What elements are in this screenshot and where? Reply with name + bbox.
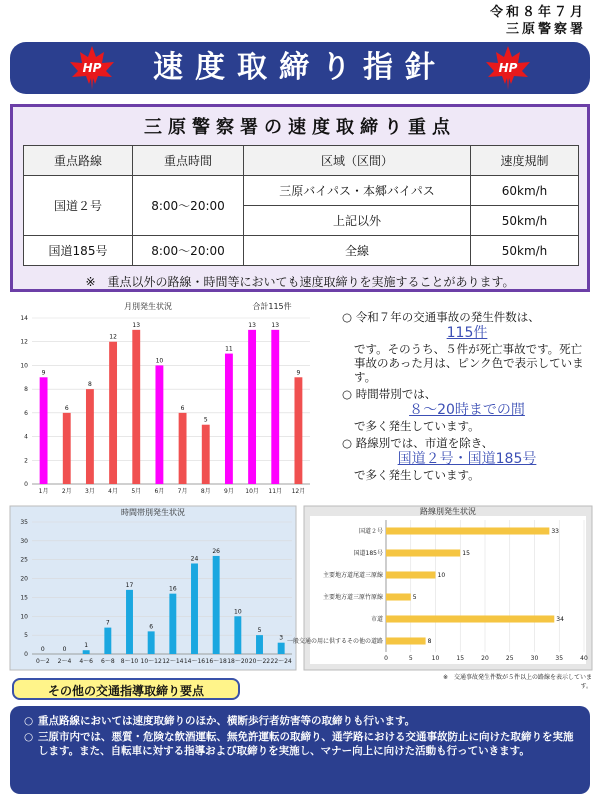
y-tick-label: 10 (20, 362, 28, 370)
data-label: 5 (412, 594, 417, 601)
y-tick-label: 10 (20, 613, 28, 621)
focus-note: ※ 重点以外の路線・時間等においても速度取締りを実施することがあります。 (85, 275, 515, 289)
x-tick-label: 40 (580, 655, 588, 662)
bar (191, 563, 198, 654)
x-tick-label: 5月 (131, 488, 142, 495)
x-tick-label: 10月 (245, 488, 259, 495)
data-label: 10 (437, 572, 446, 579)
bar (386, 637, 426, 644)
bar (148, 631, 155, 654)
x-tick-label: 1月 (38, 488, 49, 495)
bar (386, 571, 436, 578)
area-cell: 上記以外 (244, 206, 471, 236)
logo-text: HP (82, 61, 102, 75)
data-label: 6 (149, 623, 154, 631)
data-label: 13 (132, 321, 141, 329)
bar (40, 377, 48, 484)
data-label: 13 (248, 321, 256, 329)
monthly-accident-chart (8, 300, 316, 500)
summary-text: です。そのうち、５件が死亡事故です。死亡事故のあった月は、ピンク色で表示しています。 (354, 342, 584, 384)
bar (155, 365, 163, 484)
bullet-icon: ○ (24, 715, 34, 727)
bar (126, 590, 133, 654)
x-tick-label: 0～2 (36, 658, 50, 665)
data-label: 9 (41, 369, 46, 377)
y-tick-label: 25 (20, 556, 28, 564)
x-tick-label: 16～18 (205, 658, 227, 665)
summary-text: 時間帯別では、 (355, 387, 437, 401)
summary-emphasis: ８～20時までの間 (409, 402, 525, 418)
limit-cell: 50km/h (471, 206, 579, 236)
x-tick-label: 30 (530, 655, 539, 662)
bar (169, 594, 176, 654)
y-tick-label: 20 (20, 575, 28, 583)
data-label: 24 (190, 555, 199, 563)
chart-title: 路線別発生状況 (420, 507, 476, 516)
x-tick-label: 14～16 (183, 658, 206, 665)
x-tick-label: 10 (431, 655, 440, 662)
bar (213, 556, 220, 654)
x-tick-label: 6～8 (101, 658, 115, 665)
y-tick-label: 30 (20, 537, 28, 545)
column-header: 区域（区間） (244, 146, 471, 176)
page-title: 速度取締り指針 (153, 50, 447, 85)
bar (132, 330, 140, 484)
data-label: 15 (462, 550, 470, 557)
data-label: 0 (62, 646, 67, 653)
summary-emphasis: 115件 (446, 325, 488, 341)
data-label: 11 (225, 345, 233, 353)
data-label: 5 (257, 627, 262, 635)
data-label: 3 (279, 634, 284, 642)
limit-cell: 60km/h (471, 176, 579, 206)
y-tick-label: 市道 (370, 616, 383, 623)
title-banner (10, 42, 590, 94)
x-tick-label: 2月 (61, 488, 72, 495)
bar (256, 635, 263, 654)
x-tick-label: 20 (481, 655, 489, 662)
data-label: 12 (109, 333, 117, 341)
bar (234, 616, 241, 654)
bar (104, 628, 111, 654)
maple-leaf-icon (484, 44, 532, 92)
y-tick-label: 5 (24, 632, 28, 640)
x-tick-label: 8～10 (120, 658, 139, 665)
data-label: 34 (556, 616, 564, 623)
x-tick-label: 20～22 (248, 658, 271, 665)
data-label: 6 (180, 404, 185, 412)
x-tick-label: 0 (384, 655, 388, 662)
other-enforcement-label: その他の交通指導取締り要点 (12, 678, 240, 700)
x-tick-label: 15 (456, 655, 465, 662)
x-tick-label: 9月 (224, 488, 234, 495)
bar (225, 354, 233, 484)
document-date-block (476, 4, 586, 38)
y-tick-label: 0 (24, 651, 28, 658)
enforcement-point-text: 三原市内では、悪質・危険な飲酒運転、無免許運転の取締り、通学路における交通事故防止に向けた取締りを実施します。また、自転車に対する指導および取締りを実施し、マナー向上に向けた活動も行っていきます。 (38, 731, 574, 757)
bar (109, 342, 117, 484)
time-of-day-accident-chart (10, 506, 296, 670)
data-label: 1 (84, 642, 89, 650)
y-tick-label: 35 (20, 519, 28, 526)
x-tick-label: 5 (408, 655, 413, 662)
route-cell: 国道２号 (24, 176, 133, 236)
data-label: 17 (125, 581, 134, 589)
x-tick-label: 3月 (85, 488, 95, 495)
x-tick-label: 2～4 (57, 658, 72, 665)
area-cell: 全線 (244, 236, 471, 266)
summary-item-time (342, 387, 592, 433)
x-tick-label: 22～24 (270, 658, 292, 665)
data-label: 10 (155, 357, 164, 365)
y-tick-label: 主要地方道尾道三原線 (322, 572, 383, 579)
summary-text: で多く発生しています。 (354, 419, 480, 433)
table-row (24, 236, 579, 266)
y-tick-label: 国道２号 (358, 528, 383, 535)
column-header: 重点時間 (133, 146, 244, 176)
x-tick-label: 25 (505, 655, 514, 662)
y-tick-label: 0 (24, 481, 28, 488)
bar (202, 425, 210, 484)
route-chart-note: ※ 交通事故発生件数が５件以上の路線を表示しています。 (442, 674, 592, 690)
bar (86, 389, 94, 484)
x-tick-label: 11月 (268, 488, 283, 495)
data-label: 13 (271, 321, 280, 329)
data-label: 5 (203, 416, 208, 424)
bullet-icon: ○ (24, 731, 34, 743)
x-tick-label: 4～6 (79, 658, 93, 665)
bar (83, 650, 90, 654)
y-tick-label: 8 (24, 386, 28, 394)
bar (386, 549, 460, 556)
summary-item-total (342, 310, 592, 384)
issuer-name: 三原警察署 (505, 22, 586, 37)
x-tick-label: 7月 (177, 488, 188, 495)
data-label: 8 (88, 381, 92, 389)
document-date: 令和８年７月 (489, 5, 586, 20)
chart-title: 時間帯別発生状況 (121, 508, 185, 517)
table-header-row (24, 146, 579, 176)
column-header: 速度規制 (471, 146, 579, 176)
other-enforcement-panel (10, 706, 590, 794)
limit-cell: 50km/h (471, 236, 579, 266)
logo-text: HP (498, 61, 518, 75)
y-tick-label: 6 (24, 409, 28, 417)
summary-text: 路線別では、市道を除き、 (355, 436, 494, 450)
y-tick-label: 4 (24, 433, 28, 441)
bullet-icon: ○ (342, 436, 353, 450)
accident-summary (342, 310, 592, 485)
time-cell: 8:00～20:00 (133, 176, 244, 236)
data-label: 33 (551, 528, 559, 535)
focus-panel-title: 三原警察署の速度取締り重点 (144, 117, 456, 138)
summary-text: で多く発生しています。 (354, 468, 480, 482)
chart-title: 月別発生状況 (124, 302, 172, 311)
y-tick-label: 15 (20, 594, 28, 602)
bar (278, 643, 285, 654)
y-tick-label: 国道185号 (353, 550, 383, 557)
bar (386, 593, 411, 600)
bar (179, 413, 187, 484)
x-tick-label: 12月 (291, 488, 306, 495)
x-tick-label: 4月 (108, 488, 118, 495)
bullet-icon: ○ (342, 387, 353, 401)
y-tick-label: 12 (20, 338, 28, 346)
x-tick-label: 6月 (154, 488, 165, 495)
list-item (24, 730, 576, 758)
data-label: 6 (64, 404, 69, 412)
route-cell: 国道185号 (24, 236, 133, 266)
bar (248, 330, 256, 484)
bar (386, 615, 554, 622)
y-tick-label: 2 (24, 457, 28, 465)
data-label: 16 (169, 585, 177, 593)
data-label: 9 (296, 369, 301, 377)
summary-text: 令和７年の交通事故の発生件数は、 (355, 310, 540, 324)
bar (386, 527, 549, 534)
bar (294, 377, 302, 484)
summary-emphasis: 国道２号・国道185号 (397, 451, 537, 467)
x-tick-label: 18～20 (227, 658, 249, 665)
time-cell: 8:00～20:00 (133, 236, 244, 266)
enforcement-point-text: 重点路線においては速度取締りのほか、横断歩行者妨害等の取締りも行います。 (38, 715, 416, 727)
route-accident-chart (286, 506, 592, 670)
x-tick-label: 35 (555, 655, 564, 662)
focus-table (23, 145, 579, 266)
x-tick-label: 12～14 (162, 658, 184, 665)
y-tick-label: 一般交通の用に供するその他の道路 (286, 638, 383, 645)
table-row (24, 176, 579, 206)
data-label: 26 (212, 547, 220, 555)
data-label: 0 (40, 646, 45, 653)
chart-annotation: 合計115件 (252, 302, 292, 311)
y-tick-label: 14 (20, 315, 28, 322)
data-label: 10 (234, 608, 242, 616)
area-cell: 三原バイパス・本郷バイパス (244, 176, 471, 206)
column-header: 重点路線 (24, 146, 133, 176)
bullet-icon: ○ (342, 310, 353, 324)
bar (271, 330, 279, 484)
x-tick-label: 10～12 (140, 658, 162, 665)
summary-item-route (342, 436, 592, 482)
y-tick-label: 主要地方道三原竹原線 (322, 594, 383, 601)
data-label: 8 (427, 638, 432, 645)
list-item (24, 714, 576, 728)
data-label: 7 (105, 619, 110, 627)
bar (63, 413, 71, 484)
x-tick-label: 8月 (200, 488, 211, 495)
speed-enforcement-focus-panel (10, 104, 590, 292)
